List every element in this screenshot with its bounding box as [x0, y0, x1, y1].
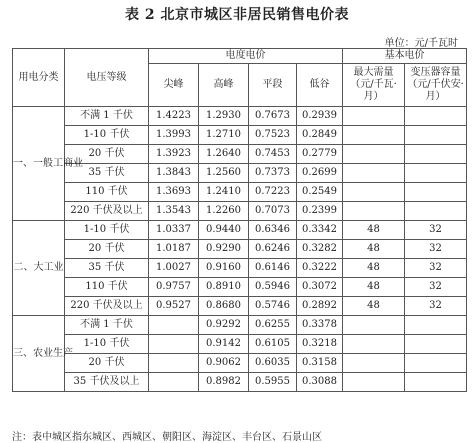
cell-transformer: [405, 354, 467, 373]
cell-transformer: 32: [405, 240, 467, 259]
cell-voltage: 110 千伏: [65, 183, 149, 202]
cell-peak: 1.2260: [199, 202, 249, 221]
cell-peak-top: [149, 335, 199, 354]
cell-voltage: 1-10 千伏: [65, 221, 149, 240]
cell-peak: 1.2930: [199, 107, 249, 126]
table-row: [13, 183, 467, 202]
header-voltage: 电压等级: [65, 49, 149, 107]
cell-peak: 0.9292: [199, 316, 249, 335]
price-table: [12, 48, 467, 392]
cell-peak-top: 1.3993: [149, 126, 199, 145]
cell-flat: 0.7453: [249, 145, 297, 164]
header-valley: 低谷: [297, 64, 343, 107]
cell-transformer: [405, 373, 467, 392]
cell-peak: 0.9142: [199, 335, 249, 354]
cell-peak: 1.2710: [199, 126, 249, 145]
cell-peak-top: 1.3843: [149, 164, 199, 183]
cell-valley: 0.3088: [297, 373, 343, 392]
cell-peak-top: 0.9527: [149, 297, 199, 316]
table-row: [13, 126, 467, 145]
cell-flat: 0.5746: [249, 297, 297, 316]
cell-max-demand: [343, 183, 405, 202]
table-body: [13, 107, 467, 392]
cell-flat: 0.7523: [249, 126, 297, 145]
cell-voltage: 1-10 千伏: [65, 335, 149, 354]
table-row: [13, 373, 467, 392]
cell-flat: 0.5946: [249, 278, 297, 297]
table-row: [13, 221, 467, 240]
cell-valley: 0.3378: [297, 316, 343, 335]
cell-peak-top: 1.0337: [149, 221, 199, 240]
cell-transformer: 32: [405, 221, 467, 240]
cell-peak: 0.9160: [199, 259, 249, 278]
cell-category: 三、农业生产: [13, 316, 65, 392]
table-row: [13, 202, 467, 221]
header-transformer: 变压器容量（元/千伏安·月）: [405, 64, 467, 107]
cell-peak-top: 1.3693: [149, 183, 199, 202]
cell-max-demand: [343, 202, 405, 221]
cell-peak-top: 0.9757: [149, 278, 199, 297]
cell-max-demand: 48: [343, 278, 405, 297]
cell-flat: 0.6105: [249, 335, 297, 354]
cell-flat: 0.6035: [249, 354, 297, 373]
cell-transformer: [405, 335, 467, 354]
cell-peak: 0.9062: [199, 354, 249, 373]
cell-transformer: [405, 126, 467, 145]
cell-peak-top: 1.3923: [149, 145, 199, 164]
header-basic-price: 基本电价: [343, 49, 467, 64]
cell-peak: 0.9290: [199, 240, 249, 259]
cell-peak-top: 1.0027: [149, 259, 199, 278]
cell-voltage: 20 千伏: [65, 240, 149, 259]
cell-valley: 0.2549: [297, 183, 343, 202]
cell-voltage: 20 千伏: [65, 145, 149, 164]
cell-peak-top: 1.0187: [149, 240, 199, 259]
cell-peak: 0.8982: [199, 373, 249, 392]
cell-flat: 0.6246: [249, 240, 297, 259]
cell-peak: 1.2640: [199, 145, 249, 164]
cell-valley: 0.2699: [297, 164, 343, 183]
cell-peak-top: [149, 373, 199, 392]
cell-flat: 0.6146: [249, 259, 297, 278]
cell-max-demand: [343, 373, 405, 392]
cell-valley: 0.2892: [297, 297, 343, 316]
cell-valley: 0.2399: [297, 202, 343, 221]
cell-max-demand: 48: [343, 221, 405, 240]
cell-voltage: 35 千伏及以上: [65, 373, 149, 392]
cell-valley: 0.3222: [297, 259, 343, 278]
document-title: 表 2 北京市城区非居民销售电价表: [125, 7, 349, 23]
cell-flat: 0.7223: [249, 183, 297, 202]
cell-max-demand: [343, 107, 405, 126]
cell-valley: 0.3342: [297, 221, 343, 240]
cell-voltage: 35 千伏: [65, 164, 149, 183]
table-row: [13, 259, 467, 278]
cell-valley: 0.3158: [297, 354, 343, 373]
header-peak-top: 尖峰: [149, 64, 199, 107]
cell-valley: 0.2939: [297, 107, 343, 126]
cell-category: 一、一般工商业: [13, 107, 65, 221]
cell-transformer: 32: [405, 297, 467, 316]
cell-flat: 0.6346: [249, 221, 297, 240]
cell-voltage: 20 千伏: [65, 354, 149, 373]
cell-flat: 0.5955: [249, 373, 297, 392]
table-row: [13, 354, 467, 373]
cell-valley: 0.2849: [297, 126, 343, 145]
cell-peak-top: 1.3543: [149, 202, 199, 221]
footnote: 注：表中城区指东城区、西城区、朝阳区、海淀区、丰台区、石景山区: [12, 432, 322, 443]
cell-voltage: 不满 1 千伏: [65, 316, 149, 335]
cell-flat: 0.7373: [249, 164, 297, 183]
cell-max-demand: [343, 354, 405, 373]
cell-max-demand: [343, 335, 405, 354]
header-category: 用电分类: [13, 49, 65, 107]
header-peak: 高峰: [199, 64, 249, 107]
table-row: [13, 335, 467, 354]
cell-max-demand: [343, 164, 405, 183]
cell-peak: 0.9440: [199, 221, 249, 240]
cell-max-demand: [343, 145, 405, 164]
table-row: [13, 297, 467, 316]
header-max-demand: 最大需量（元/千瓦·月）: [343, 64, 405, 107]
cell-flat: 0.6255: [249, 316, 297, 335]
cell-max-demand: 48: [343, 297, 405, 316]
cell-peak-top: 1.4223: [149, 107, 199, 126]
cell-peak: 0.8910: [199, 278, 249, 297]
cell-voltage: 220 千伏及以上: [65, 202, 149, 221]
table-row: [13, 316, 467, 335]
cell-category: 二、大工业: [13, 221, 65, 316]
unit-label: 单位：元/千瓦时: [384, 38, 458, 49]
header-flat: 平段: [249, 64, 297, 107]
header-energy-price: 电度电价: [149, 49, 343, 64]
cell-transformer: [405, 202, 467, 221]
cell-peak-top: [149, 354, 199, 373]
cell-transformer: 32: [405, 278, 467, 297]
cell-peak: 0.8680: [199, 297, 249, 316]
cell-transformer: [405, 107, 467, 126]
cell-voltage: 1-10 千伏: [65, 126, 149, 145]
cell-max-demand: [343, 316, 405, 335]
cell-max-demand: [343, 126, 405, 145]
cell-transformer: [405, 164, 467, 183]
cell-valley: 0.3218: [297, 335, 343, 354]
cell-flat: 0.7673: [249, 107, 297, 126]
cell-transformer: [405, 183, 467, 202]
cell-valley: 0.3282: [297, 240, 343, 259]
cell-voltage: 不满 1 千伏: [65, 107, 149, 126]
cell-flat: 0.7073: [249, 202, 297, 221]
cell-peak-top: [149, 316, 199, 335]
cell-valley: 0.2779: [297, 145, 343, 164]
table-row: [13, 107, 467, 126]
cell-transformer: [405, 316, 467, 335]
cell-max-demand: 48: [343, 259, 405, 278]
cell-peak: 1.2410: [199, 183, 249, 202]
cell-voltage: 110 千伏: [65, 278, 149, 297]
cell-transformer: 32: [405, 259, 467, 278]
cell-max-demand: 48: [343, 240, 405, 259]
cell-voltage: 35 千伏: [65, 259, 149, 278]
table-row: [13, 278, 467, 297]
cell-peak: 1.2560: [199, 164, 249, 183]
table-row: [13, 240, 467, 259]
cell-transformer: [405, 145, 467, 164]
cell-voltage: 220 千伏及以上: [65, 297, 149, 316]
cell-valley: 0.3072: [297, 278, 343, 297]
